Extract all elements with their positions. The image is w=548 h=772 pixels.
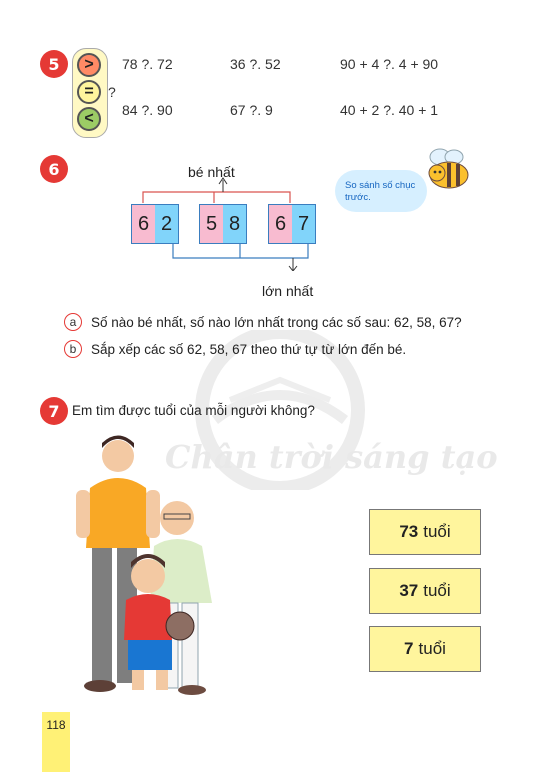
age-unit: tuổi — [418, 639, 446, 658]
expr-r1-c1: 78 ?. 72 — [122, 56, 173, 72]
speech-bubble — [335, 170, 427, 212]
age-box-7[interactable] — [369, 626, 481, 672]
expr-r1-c2: 36 ?. 52 — [230, 56, 281, 72]
number-62 — [131, 204, 179, 244]
exercise-7-question: Em tìm được tuổi của mỗi người không? — [72, 403, 315, 418]
item-b-letter: b — [64, 340, 82, 358]
ones-digit: 2 — [155, 205, 178, 243]
tens-digit: 6 — [132, 205, 155, 243]
less-than-sign: < — [77, 107, 101, 131]
watermark-text: Chân trời sáng tạo — [165, 438, 498, 476]
number-67 — [268, 204, 316, 244]
expr-r1-c3: 90 + 4 ?. 4 + 90 — [340, 56, 439, 72]
greater-than-sign: > — [77, 53, 101, 77]
tens-digit: 6 — [269, 205, 292, 243]
exercise-5-number: 5 — [40, 50, 68, 78]
ones-digit: 8 — [223, 205, 246, 243]
tens-digit: 5 — [200, 205, 223, 243]
exercise-7-number: 7 — [40, 397, 68, 425]
sign-options — [72, 48, 108, 138]
item-a-text: Số nào bé nhất, số nào lớn nhất trong các số sau: 62, 58, 67? — [91, 314, 462, 330]
age-unit: tuổi — [423, 581, 451, 600]
equal-sign: = — [77, 80, 101, 104]
page-number: 118 — [42, 712, 70, 772]
number-58 — [199, 204, 247, 244]
item-a — [64, 313, 462, 331]
age-value: 37 — [399, 581, 419, 600]
age-value: 7 — [404, 639, 414, 658]
age-unit: tuổi — [423, 522, 451, 541]
expr-r2-c3: 40 + 2 ?. 40 + 1 — [340, 102, 439, 118]
age-box-37[interactable] — [369, 568, 481, 614]
family-illustration — [62, 428, 232, 713]
expr-r2-c2: 67 ?. 9 — [230, 102, 273, 118]
ones-digit: 7 — [292, 205, 315, 243]
age-box-73[interactable] — [369, 509, 481, 555]
expr-r2-c1: 84 ?. 90 — [122, 102, 173, 118]
exercise-6-number: 6 — [40, 155, 68, 183]
item-a-letter: a — [64, 313, 82, 331]
largest-label: lớn nhất — [262, 283, 314, 299]
item-b-text: Sắp xếp các số 62, 58, 67 theo thứ tự từ lớn đến bé. — [91, 341, 407, 357]
speech-text: So sánh số chục trước. — [345, 180, 416, 203]
bee-icon — [422, 145, 472, 193]
question-mark: ? — [108, 84, 116, 100]
age-value: 73 — [399, 522, 419, 541]
smallest-label: bé nhất — [188, 164, 235, 180]
item-b — [64, 340, 406, 358]
